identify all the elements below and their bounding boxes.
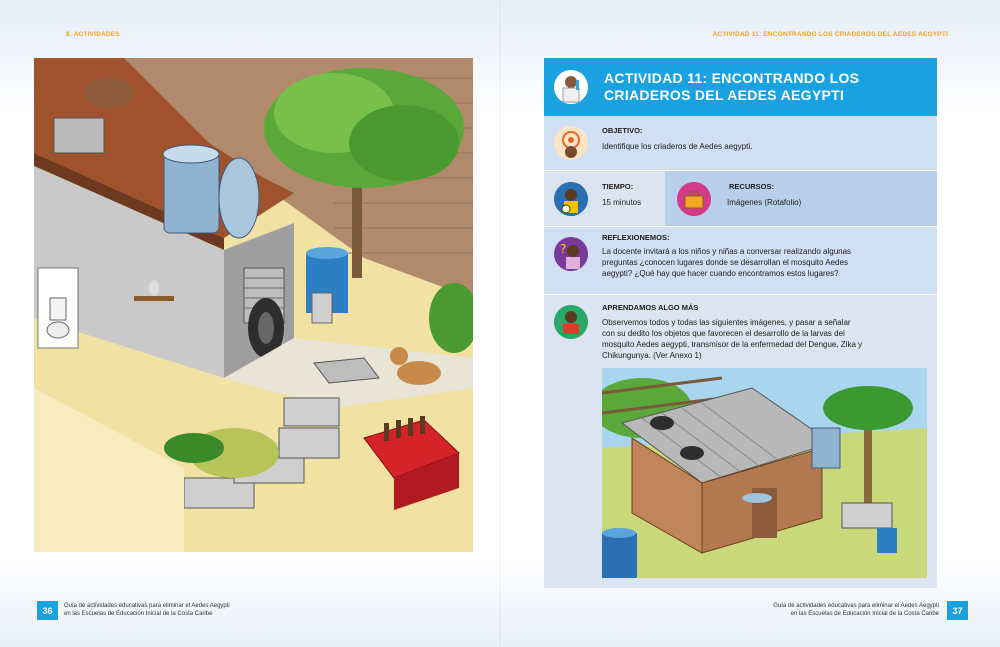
clock-icon [554,182,588,216]
aprendamos-line-4: Chikungunya. (Ver Anexo 1) [602,351,702,360]
right-running-head: ACTIVIDAD 11: ENCONTRANDO LOS CRIADEROS DEL AEDES AEGYPTI [712,31,948,38]
question-icon [554,237,588,271]
tiempo-box [544,171,665,227]
shack-scene [602,368,927,578]
aprendamos-label: APRENDAMOS ALGO MÁS [602,303,699,312]
reflexionemos-line-2: preguntas ¿conocen lugares donde se desarrollan el mosquito Aedes [602,258,848,267]
target-icon [554,126,588,160]
activity-title-line-2: CRIADEROS DEL AEDES AEGYPTI [604,87,845,103]
left-running-head: 8. ACTIVIDADES [66,31,120,38]
activity-title [604,70,924,104]
scientist-icon [554,70,588,104]
objetivo-section [544,116,937,171]
backyard-scene [34,58,473,552]
recursos-label: RECURSOS: [729,182,775,191]
recursos-text: Imágenes (Rotafolio) [727,198,802,207]
left-footer [64,603,230,618]
tiempo-text: 15 minutos [602,198,642,207]
left-footer-line-1: Guía de actividades educativas para eliminar el Aedes Aegypti [64,603,230,609]
right-page-number: 37 [947,601,968,620]
reflexionemos-label: REFLEXIONEMOS: [602,233,670,242]
aprendamos-text [602,317,932,361]
backyard-illustration [34,58,473,552]
reflexionemos-text [602,246,932,279]
reading-child-icon [554,305,588,339]
activity-title-line-1: ACTIVIDAD 11: ENCONTRANDO LOS [604,70,860,86]
aprendamos-section [544,295,937,588]
svg-text:?: ? [560,242,567,256]
shack-illustration [602,368,927,578]
aprendamos-line-1: Observemos todos y todas las siguientes imágenes, y pasar a señalar [602,318,851,327]
reflexionemos-line-1: La docente invitará a los niños y niñas a conversar realizando algunas [602,247,852,256]
aprendamos-line-3: mosquito Aedes aegypti, transmisor de la enfermedad del Dengue, Zika y [602,340,863,349]
right-footer-line-2: en las Escuelas de Educación Inicial de la Costa Caribe [790,610,939,617]
right-footer-line-1: Guía de actividades educativas para eliminar el Aedes Aegypti [773,603,939,609]
reflexionemos-line-3: aegypti? ¿Qué hay que hacer cuando encontramos estos lugares? [602,269,839,278]
aprendamos-line-2: con su dedito los objetos que favorecen el desarrollo de la larvas del [602,329,845,338]
toolbox-icon [677,182,711,216]
reflexionemos-section [544,227,937,295]
spread-gutter [499,0,501,647]
objetivo-label: OBJETIVO: [602,126,643,135]
left-page-number: 36 [37,601,58,620]
tiempo-recursos-section [544,171,937,227]
right-footer [773,603,939,618]
activity-panel [544,58,937,588]
objetivo-text: Identifique los criaderos de Aedes aegypti. [602,142,753,151]
activity-header [544,58,937,116]
left-footer-line-2: en las Escuelas de Educación Inicial de la Costa Caribe [64,610,213,617]
tiempo-label: TIEMPO: [602,182,634,191]
recursos-box [665,171,937,227]
